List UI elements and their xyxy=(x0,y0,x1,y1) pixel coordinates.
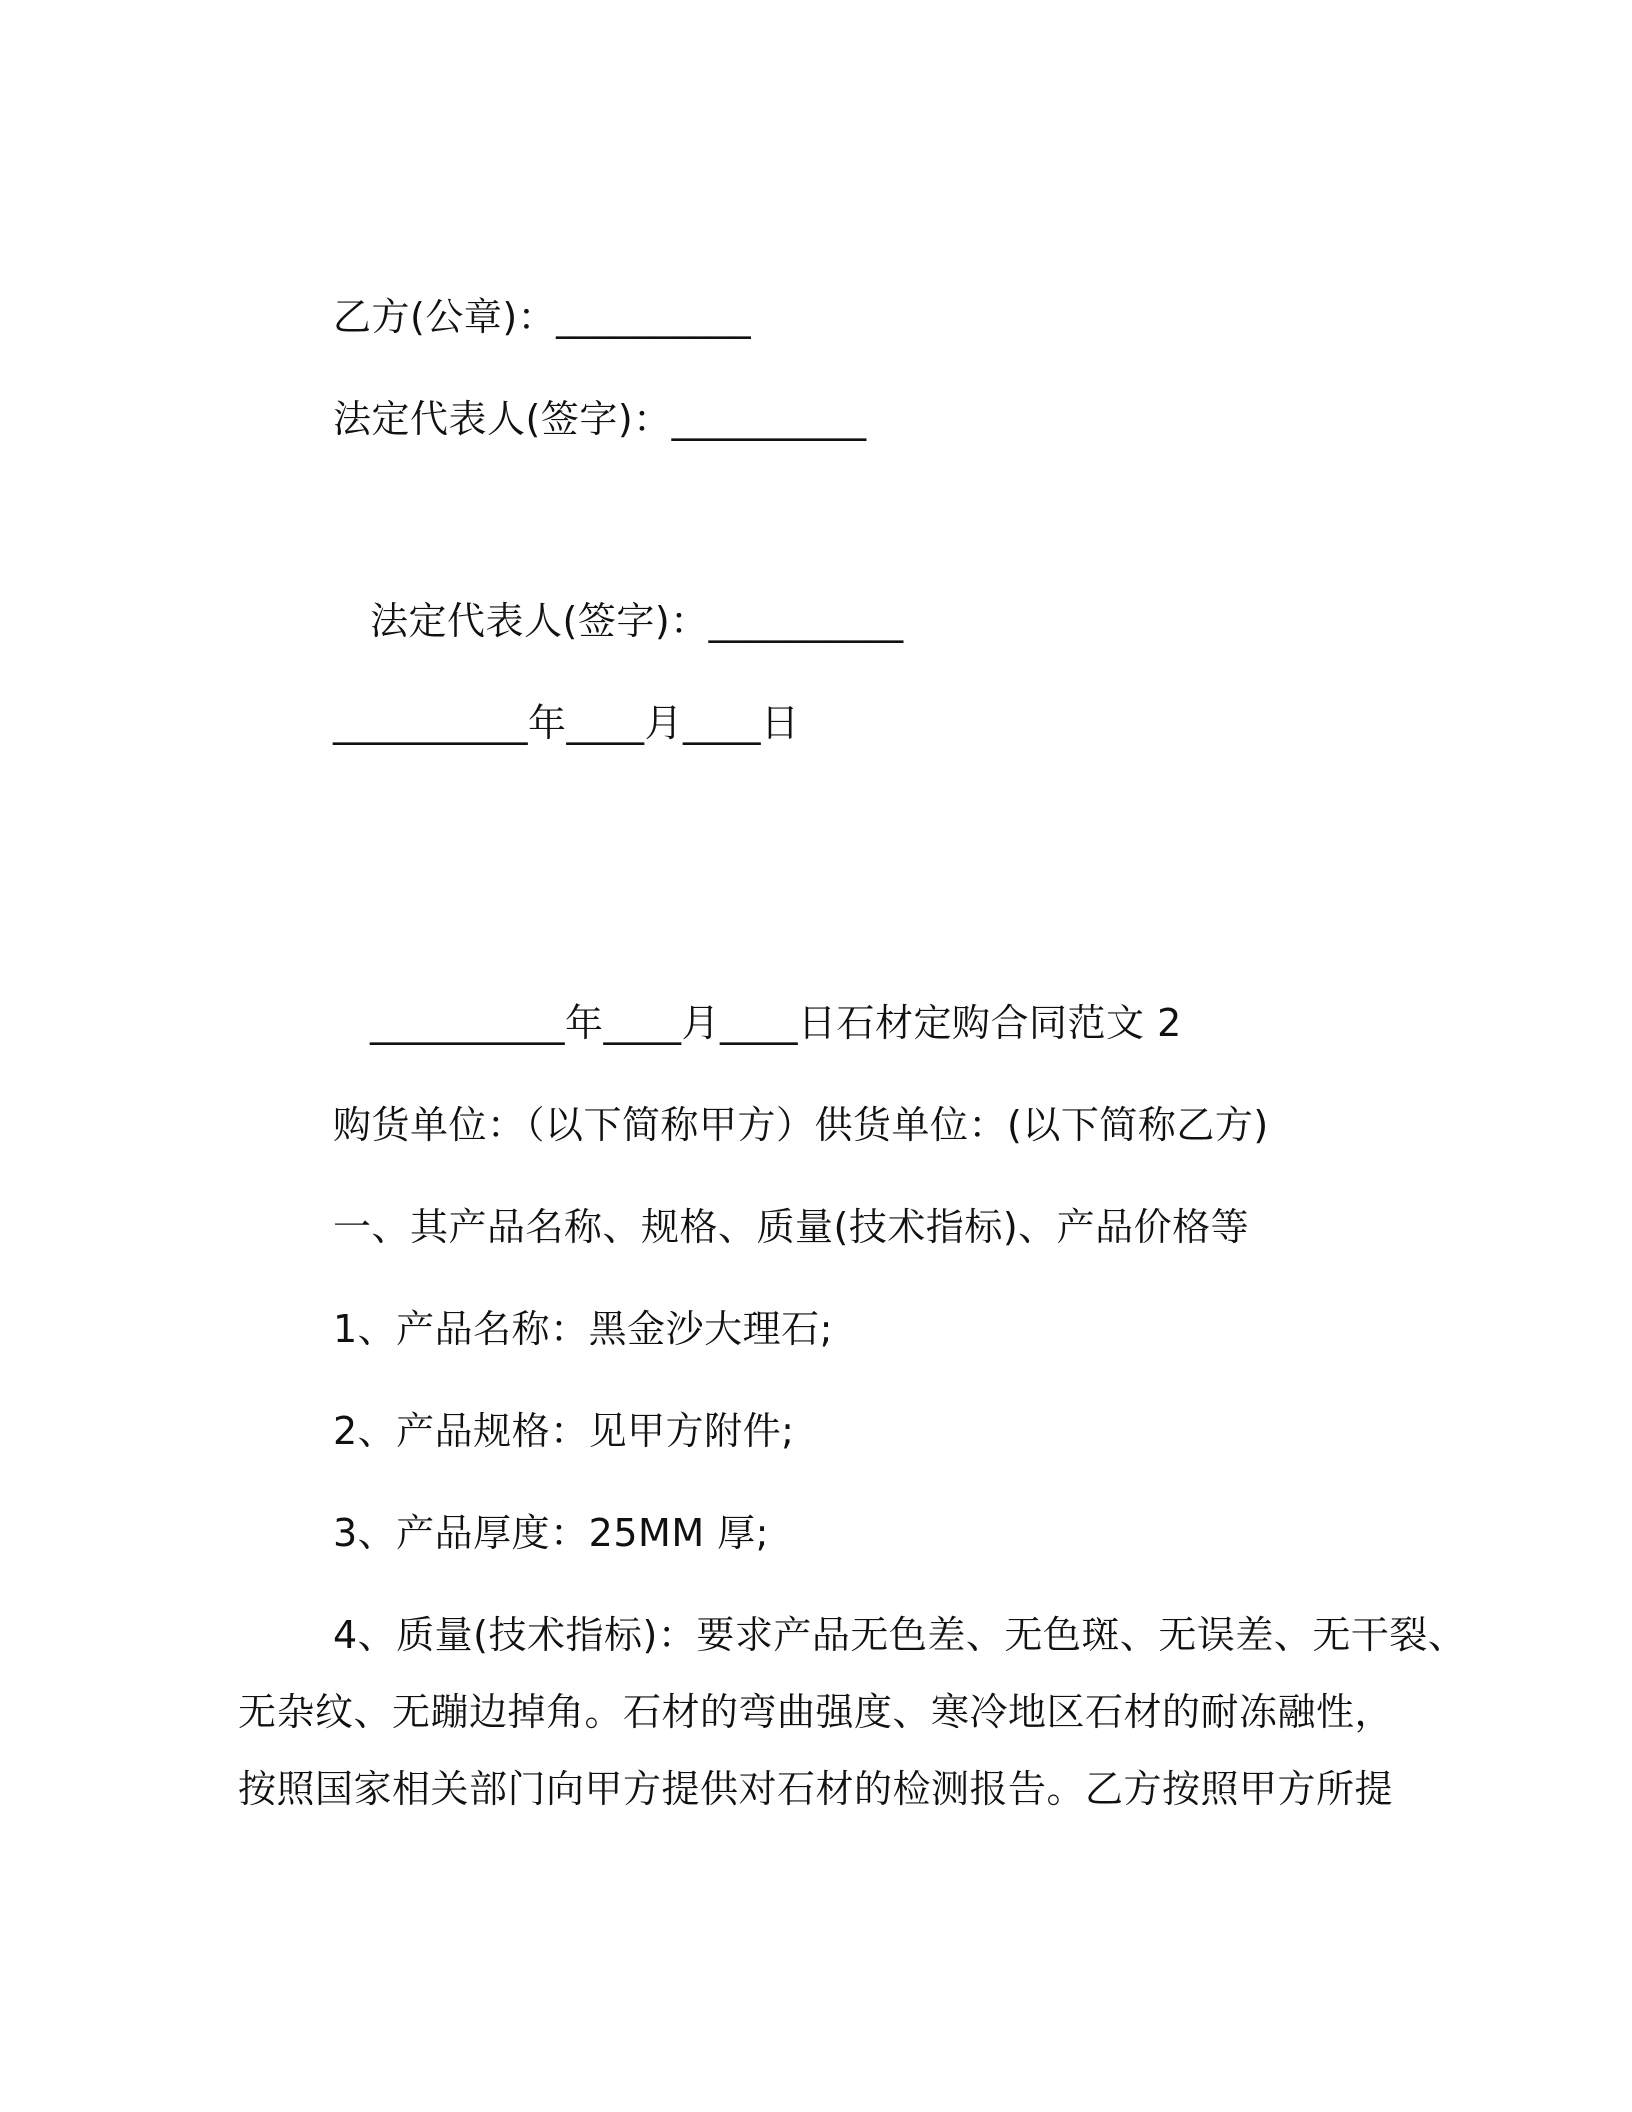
signing-date-line: __________年____月____日 xyxy=(333,701,800,745)
list-item-product-name: 1、产品名称：黑金沙大理石; xyxy=(333,1307,833,1351)
party-b-seal-line: 乙方(公章)：__________ xyxy=(333,295,752,339)
contract-title: __________年____月____日石材定购合同范文 2 xyxy=(370,1001,1182,1045)
list-item-product-thickness: 3、产品厚度：25MM 厚; xyxy=(333,1511,769,1555)
section-heading: 一、其产品名称、规格、质量(技术指标)、产品价格等 xyxy=(333,1205,1250,1249)
list-item-product-spec: 2、产品规格：见甲方附件; xyxy=(333,1409,795,1453)
list-item-quality-line-2: 无杂纹、无蹦边掉角。石材的弯曲强度、寒冷地区石材的耐冻融性， xyxy=(238,1690,1394,1734)
legal-representative-signature-line: 法定代表人(签字)：__________ xyxy=(333,397,867,441)
list-item-quality-line-3: 按照国家相关部门向甲方提供对石材的检测报告。乙方按照甲方所提 xyxy=(238,1767,1394,1811)
parties-line: 购货单位：（以下简称甲方）供货单位：(以下简称乙方) xyxy=(333,1103,1269,1147)
list-item-quality-line-1: 4、质量(技术指标)：要求产品无色差、无色斑、无误差、无干裂、 xyxy=(333,1613,1467,1657)
legal-representative-signature-line-2: 法定代表人(签字)：__________ xyxy=(370,599,904,643)
